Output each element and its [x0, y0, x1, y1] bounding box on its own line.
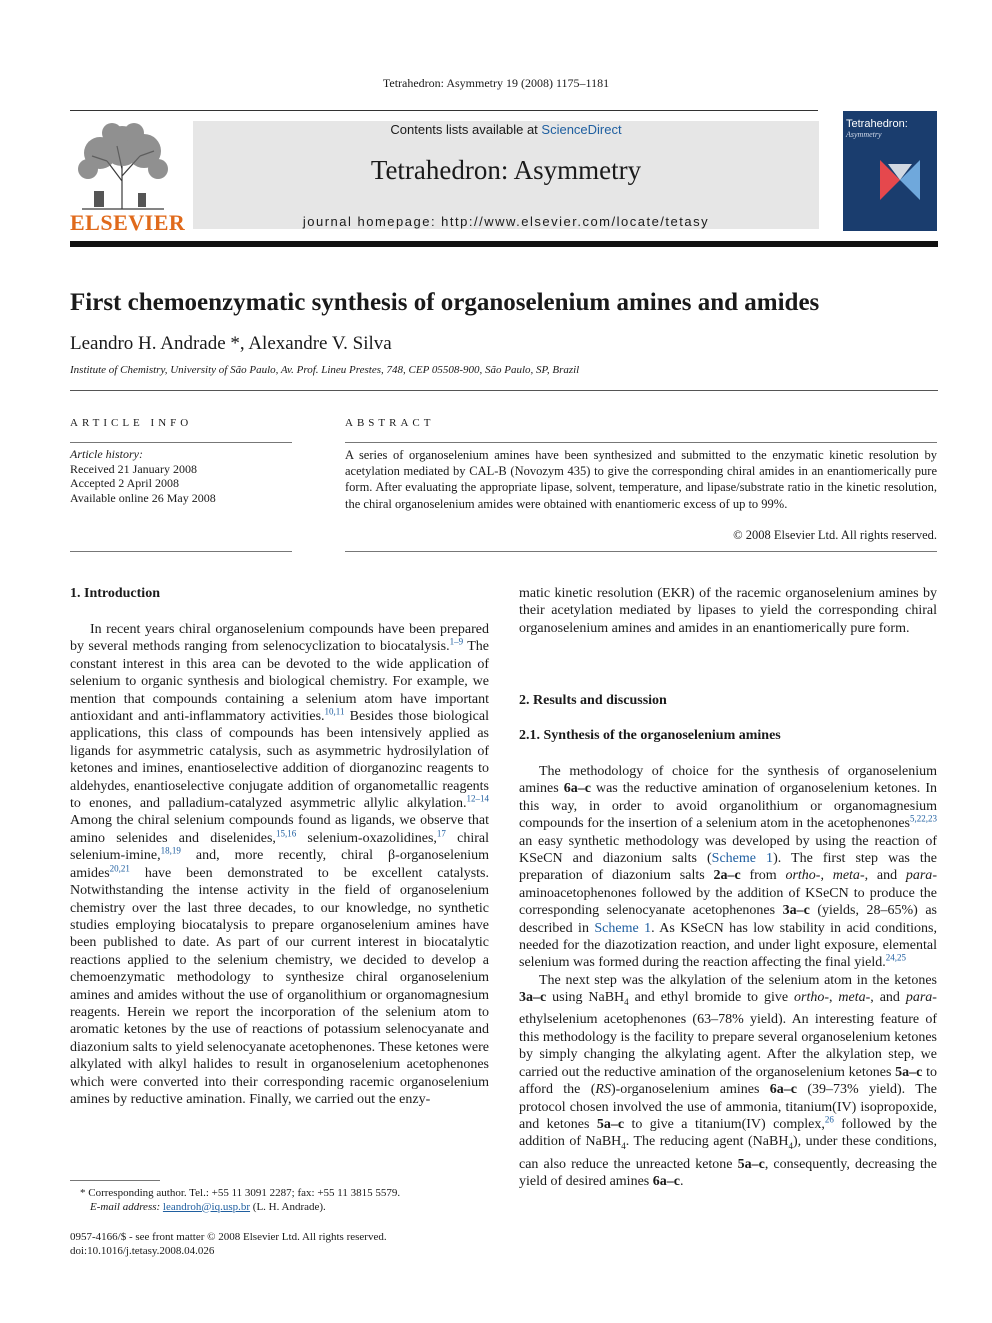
- contents-prefix: Contents lists available at: [390, 122, 542, 137]
- title-rule: [70, 390, 938, 391]
- results-paragraph-2: The next step was the alkylation of the selenium atom in the ketones 3a–c using NaBH$_4$ and ethyl bromide to give ortho-, meta-, and para-ethylselenium acetophenones (63–78% yield). An interesting feature of this methodology is the facility to prepare several organoselenium ketones by simply changing the alkylating agent. After the alkylation step, we carried out the reductive amination of the organoselenium ketones 5a–c to afford the (RS)-organoselenium amines 6a–c (39–73% yield). The protocol chosen involved the use of ammonia, titanium(IV) isopropoxide, and ketones 5a–c to give a titanium(IV) complex,$^{26}$ followed by the addition of NaBH$_4$. The reducing agent (NaBH$_4$), under these conditions, can also reduce the unreacted ketone 5a–c, consequently, decreasing the yield of desired amines 6a–c.: [519, 972, 937, 1189]
- cover-graphic: [880, 160, 920, 200]
- introduction-paragraph-end: matic kinetic resolution (EKR) of the racemic organoselenium amines by their acetylation mediated by lipases to yield the corresponding chiral organoselenium amines and amides in an enantiomerically pure form.: [519, 586, 937, 636]
- sciencedirect-link[interactable]: ScienceDirect: [541, 122, 622, 137]
- issn-line: 0957-4166/$ - see front matter © 2008 Elsevier Ltd. All rights reserved.: [70, 1231, 387, 1243]
- abstract-copyright: © 2008 Elsevier Ltd. All rights reserved.: [733, 528, 937, 542]
- footnote-corresponding: [70, 1187, 489, 1214]
- corresponding-author-note: * Corresponding author. Tel.: +55 11 3091 2287; fax: +55 11 3815 5579.: [80, 1187, 401, 1199]
- journal-homepage[interactable]: journal homepage: http://www.elsevier.com/locate/tetasy: [302, 214, 710, 229]
- doi-line: doi:10.1016/j.tetasy.2008.04.026: [70, 1244, 215, 1257]
- accepted-date: Accepted 2 April 2008: [70, 476, 179, 490]
- online-date: Available online 26 May 2008: [70, 490, 216, 505]
- elsevier-tree-logo: [72, 121, 172, 211]
- journal-name: Tetrahedron: Asymmetry: [370, 155, 642, 185]
- article-info-rule: [70, 442, 292, 443]
- abstract-bottom-rule: [345, 551, 937, 552]
- introduction-continued: [519, 585, 937, 637]
- received-date: Received 21 January 2008: [70, 461, 197, 476]
- cover-title: Tetrahedron:: [846, 118, 908, 130]
- author-list: Leandro H. Andrade *, Alexandre V. Silva: [70, 333, 392, 354]
- introduction-body: [70, 621, 489, 1108]
- article-info-bottom-rule: [70, 551, 292, 552]
- cover-subtitle: Asymmetry: [846, 130, 882, 139]
- journal-citation: Tetrahedron: Asymmetry 19 (2008) 1175–1181: [382, 76, 610, 90]
- introduction-paragraph: In recent years chiral organoselenium compounds have been prepared by several methods ranging from selenocyclization to biocatalysis.$^{1-9}$ The constant interest in this area can be devoted to the wide application of selenium to organic synthesis and biological chemistry. For example, we mention that compounds containing a selenium atom have important antioxidant and anti-inflammatory activities.$^{10,11}$ Besides those biological applications, this class of compounds has been intensively applied as ligands for asymmetric catalysis, such as asymmetric hydrosilylation of ketones and imines, enantioselective addition of diorganozinc reagents to aldehydes, enantioselective conjugate addition of organometallic reagents to enones, and palladium-catalyzed asymmetric allylic alkylation.$^{12-14}$ Among the chiral selenium compounds found as ligands, we observe that amino selenides and diselenides,$^{15,16}$ selenium-oxazolidines,$^{17}$ chiral selenium-imine,$^{18,19}$ and, more recently, chiral β-organoselenium amides$^{20,21}$ have been demonstrated to be excellent catalysts. Notwithstanding the intense activity in the field of organoselenium chemistry over the last three decades, to our knowledge, no synthetic studies employing biocatalysis to prepare organoselenium amines have been published to date. As part of our current interest in biocatalytic reactions applied to the selenium chemistry, we decided to develop a chemoenzymatic methodology to synthesize chiral organoselenium amines and amides without the use of organolithium or organomagnesium reagents. Herein we report the incorporation of the selenium atom to aromatic ketones by the use of reactions of potassium selenocyanate and diazonium salts to yield selenocyanate acetophenones. These ketones were alkylated with alkyl halides to result in organoselenium acetophenones which were converted into their corresponding racemic organoselenium amines by reductive amination. Finally, we carried out the enzy-: [70, 622, 490, 1107]
- synthesis-subheading: 2.1. Synthesis of the organoselenium amines: [519, 728, 781, 743]
- article-title: First chemoenzymatic synthesis of organoselenium amines and amides: [70, 289, 820, 316]
- email-label: E-mail address:: [90, 1200, 163, 1213]
- email-link[interactable]: leandroh@iq.usp.br: [162, 1200, 251, 1213]
- author-affiliation: Institute of Chemistry, University of São Paulo, Av. Prof. Lineu Prestes, 748, CEP 05508-900, São Paulo, SP, Brazil: [70, 364, 580, 376]
- abstract-heading: ABSTRACT: [345, 417, 435, 429]
- introduction-heading: 1. Introduction: [70, 586, 160, 601]
- abstract-rule: [345, 442, 937, 443]
- email-note: [70, 1201, 489, 1215]
- abstract-text: A series of organoselenium amines have been synthesized and submitted to the enzymatic kinetic resolution by acetylation mediated by CAL-B (Novozym 435) to give the corresponding chiral amides in an enantiomerically pure form. After evaluating the appropriate lipase, solvent, temperature, and lipase/substrate ratio in the kinetic resolution, the chiral organoselenium amides were obtained with enantiomeric excess of up to 99%.: [345, 448, 937, 511]
- email-suffix: (L. H. Andrade).: [250, 1200, 326, 1213]
- elsevier-wordmark: ELSEVIER: [70, 210, 186, 235]
- article-info-heading: ARTICLE INFO: [70, 417, 193, 429]
- results-paragraph-1: The methodology of choice for the synthesis of organoselenium amines 6a–c was the reductive amination of organoselenium ketones. In this way, in order to avoid organolithium or organomagnesium compounds for the insertion of a selenium atom in the acetophenones$^{5,22,23}$ an easy synthetic methodology was developed by using the reaction of KSeCN and diazonium salts (Scheme 1). The first step was the preparation of diazonium salts 2a–c from ortho-, meta-, and para-aminoacetophenones followed by the addition of KSeCN to produce the corresponding selenocyanate acetophenones 3a–c (yields, 28–65%) as described in Scheme 1. As KSeCN has low stability in acid conditions, needed for the diazotization reaction, and under light exposure, elemental selenium was formed during the reaction affecting the final yield.$^{24,25}$: [519, 764, 938, 971]
- contents-line: [193, 122, 819, 137]
- article-history: [70, 447, 292, 505]
- header-top-rule: [70, 110, 818, 111]
- header-bottom-rule: [70, 241, 938, 247]
- article-identifiers: [70, 1231, 489, 1258]
- footnote-rule: [70, 1180, 160, 1181]
- results-heading: 2. Results and discussion: [519, 693, 667, 708]
- results-body: [519, 763, 937, 1190]
- history-label: Article history:: [70, 447, 143, 461]
